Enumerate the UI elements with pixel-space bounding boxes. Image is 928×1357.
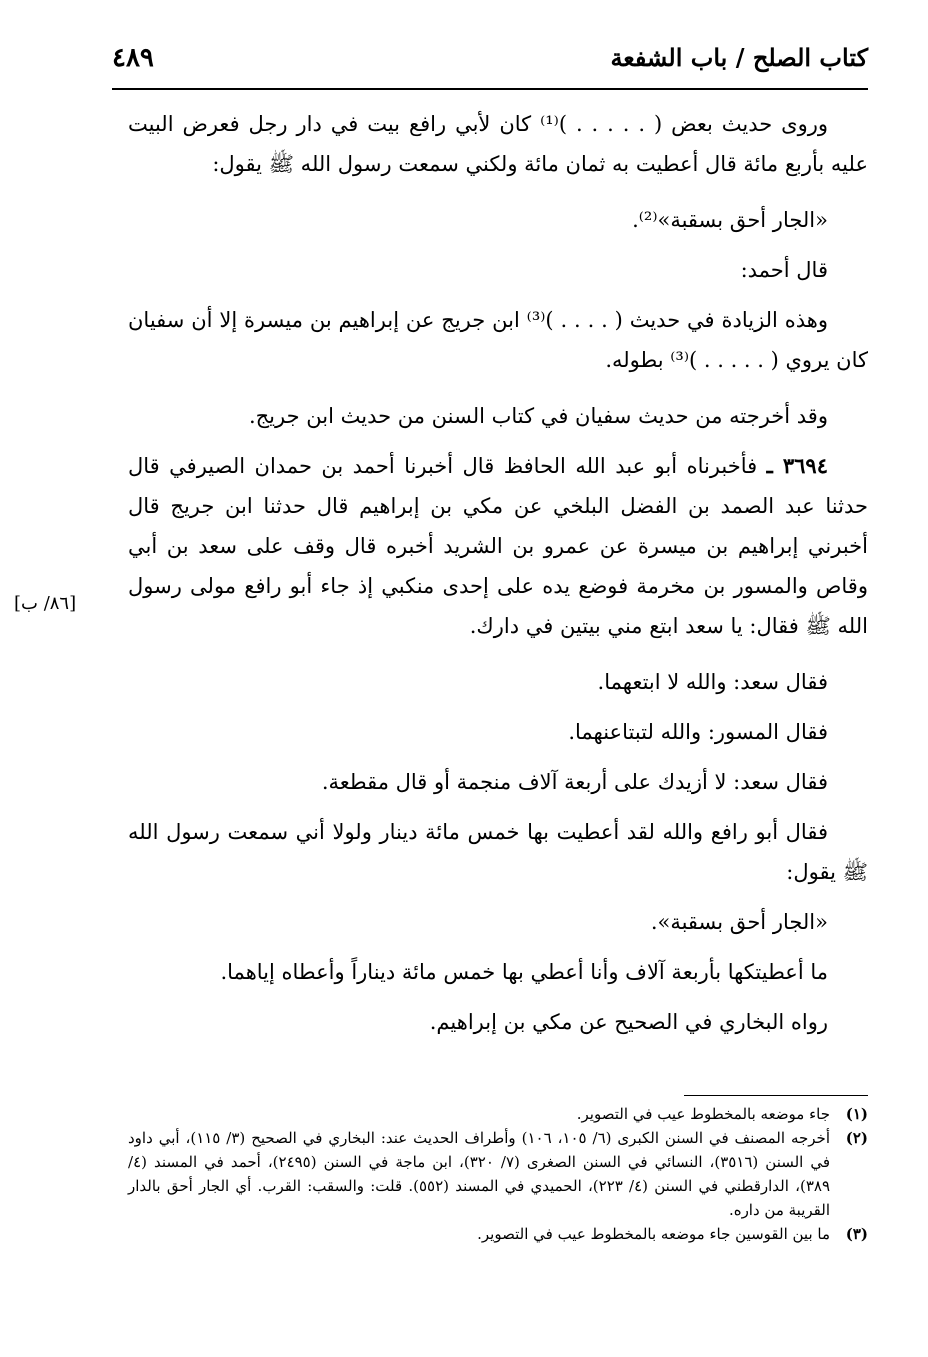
paragraph: وقد أخرجته من حديث سفيان في كتاب السنن من حديث ابن جريج. — [248, 404, 828, 428]
paragraph: ما أعطيتكها بأربعة آلاف وأنا أعطي بها خمس مائة ديناراً وأعطاه إياهما. — [220, 960, 828, 984]
hadith-text: فأخبرناه أبو عبد الله الحافظ قال أخبرنا أحمد بن حمدان الصيرفي قال حدثنا عبد الصمد بن الفضل البلخي عن مكي بن إبراهيم قال حدثنا ابن جريج قال أخبرني إبراهيم بن ميسرة عن عمرو بن الشريد أخبره قال وقف على سعد بن أبي وقاص والمسور بن مخرمة فوضع يده على إحدى منكبي إذ جاء أبو رافع مولى رسول الله ﷺ فقال: يا سعد ابتع مني بيتين في دارك. — [128, 454, 868, 638]
manuscript-folio-marker: [٨٦/ ب] — [14, 593, 77, 614]
hadith-number: ٣٦٩٤ ـ — [766, 453, 828, 478]
paragraph: فقال سعد: لا أزيدك على أربعة آلاف منجمة أو قال مقطعة. — [321, 770, 828, 794]
quoted-hadith: «الجار أحق بسقبة». — [650, 910, 828, 934]
footnote-number: (٢) — [845, 1129, 868, 1147]
footnote-number: (١) — [845, 1105, 868, 1123]
running-title: كتاب الصلح / باب الشفعة — [610, 43, 868, 72]
paragraph: فقال المسور: والله لتبتاعنهما. — [568, 720, 828, 744]
paragraph: فقال أبو رافع والله لقد أعطيت بها خمس مائة دينار ولولا أني سمعت رسول الله ﷺ يقول: — [128, 820, 868, 884]
footnote — [128, 1102, 868, 1126]
footnote-text: جاء موضعه بالمخطوط عيب في التصوير. — [576, 1105, 830, 1123]
page-number: ٤٨٩ — [112, 43, 154, 73]
page-header — [112, 38, 868, 86]
footnote — [128, 1126, 868, 1222]
footnote-text: أخرجه المصنف في السنن الكبرى (٦/ ١٠٥، ١٠٦) وأطراف الحديث عند: البخاري في الصحيح (٣/ ١١٥)، أبي داود في السنن (٣٥١٦)، النسائي في السنن الصغرى (٧/ ٣٢٠)، ابن ماجة في السنن (٢٤٩٥)، أحمد في المسند (٤/ ٣٨٩)، الدارقطني في السنن (٤/ ٢٢٣)، الحميدي في المسند (٥٥٢). قلت: والسقب: القرب. أي الجار أحق بالدار القريبة من داره. — [128, 1129, 831, 1219]
paragraph: وهذه الزيادة في حديث ( . . . . )⁽³⁾ ابن جريج عن إبراهيم بن ميسرة إلا أن سفيان كان يروي ( . . . . . )⁽³⁾ بطوله. — [128, 308, 868, 372]
footnotes — [128, 1102, 868, 1246]
header-divider — [112, 88, 868, 90]
paragraph: وروى حديث بعض ( . . . . . )⁽¹⁾ كان لأبي رافع بيت في دار رجل فعرض البيت عليه بأربع مائة قال أعطيت به ثمان مائة ولكني سمعت رسول الله ﷺ يقول: — [128, 112, 868, 176]
paragraph: فقال سعد: والله لا ابتعهما. — [597, 670, 828, 694]
main-text — [128, 104, 868, 1052]
paragraph: رواه البخاري في الصحيح عن مكي بن إبراهيم. — [429, 1010, 828, 1034]
footnote — [128, 1222, 868, 1246]
footnote-divider — [684, 1095, 868, 1096]
footnote-text: ما بين القوسين جاء موضعه بالمخطوط عيب في التصوير. — [477, 1225, 830, 1243]
footnote-number: (٣) — [845, 1225, 868, 1243]
hadith-paragraph — [128, 446, 868, 646]
speaker-heading: قال أحمد: — [740, 258, 828, 282]
quoted-hadith: «الجار أحق بسقبة»⁽²⁾. — [632, 208, 828, 232]
